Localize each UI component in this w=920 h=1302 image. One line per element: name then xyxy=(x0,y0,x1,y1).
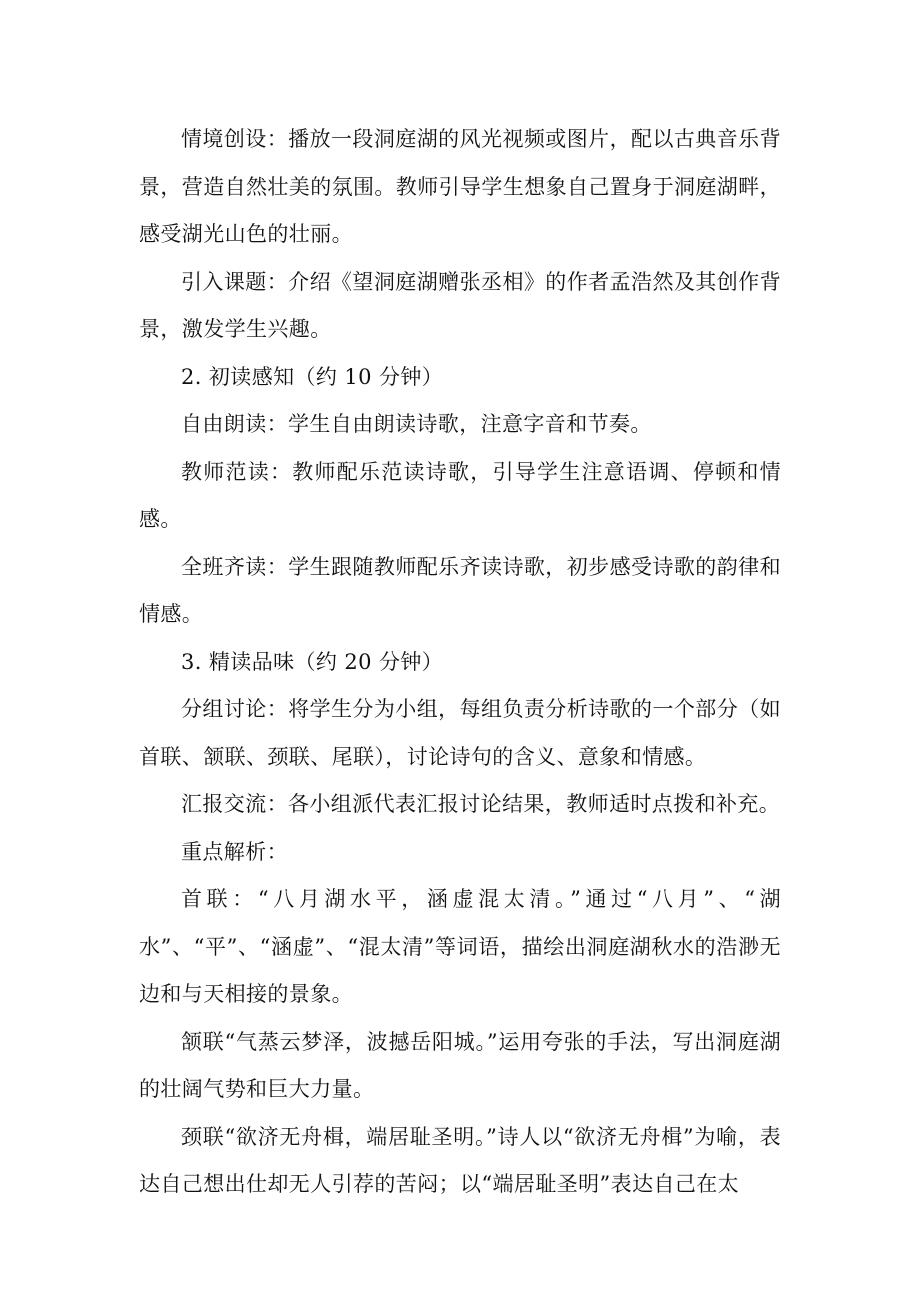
paragraph-report-exchange: 汇报交流：各小组派代表汇报讨论结果，教师适时点拨和补充。 xyxy=(181,792,781,816)
paragraph-free-reading: 自由朗读：学生自由朗读诗歌，注意字音和节奏。 xyxy=(181,412,652,436)
paragraph-first-couplet: 首联：“八月湖水平，涵虚混太清。”通过“八月”、“湖水”、“平”、“涵虚”、“混太清”等词语，描绘出洞庭湖秋水的浩渺无边和与天相接的景象。 xyxy=(139,887,781,1006)
paragraph-scene-setting: 情境创设：播放一段洞庭湖的风光视频或图片，配以古典音乐背景，营造自然壮美的氛围。教师引导学生想象自己置身于洞庭湖畔，感受湖光山色的壮丽。 xyxy=(139,127,781,246)
document-body xyxy=(139,116,781,1209)
paragraph-introduce-topic: 引入课题：介绍《望洞庭湖赠张丞相》的作者孟浩然及其创作背景，激发学生兴趣。 xyxy=(139,269,781,341)
section-heading-close-reading: 3. 精读品味（约 20 分钟） xyxy=(181,649,444,674)
paragraph-teacher-reading: 教师范读：教师配乐范读诗歌，引导学生注意语调、停顿和情感。 xyxy=(139,459,781,531)
paragraph-group-discussion: 分组讨论：将学生分为小组，每组负责分析诗歌的一个部分（如首联、颔联、颈联、尾联），讨论诗句的含义、意象和情感。 xyxy=(139,697,781,769)
paragraph-third-couplet: 颈联“欲济无舟楫，端居耻圣明。”诗人以“欲济无舟楫”为喻，表达自己想出仕却无人引荐的苦闷；以“端居耻圣明”表达自己在太 xyxy=(139,1124,781,1196)
paragraph-second-couplet: 颔联“气蒸云梦泽，波撼岳阳城。”运用夸张的手法，写出洞庭湖的壮阔气势和巨大力量。 xyxy=(139,1029,781,1101)
paragraph-class-reading: 全班齐读：学生跟随教师配乐齐读诗歌，初步感受诗歌的韵律和情感。 xyxy=(139,554,781,626)
section-heading-first-reading: 2. 初读感知（约 10 分钟） xyxy=(181,364,444,389)
paragraph-key-analysis-label: 重点解析： xyxy=(181,839,288,864)
